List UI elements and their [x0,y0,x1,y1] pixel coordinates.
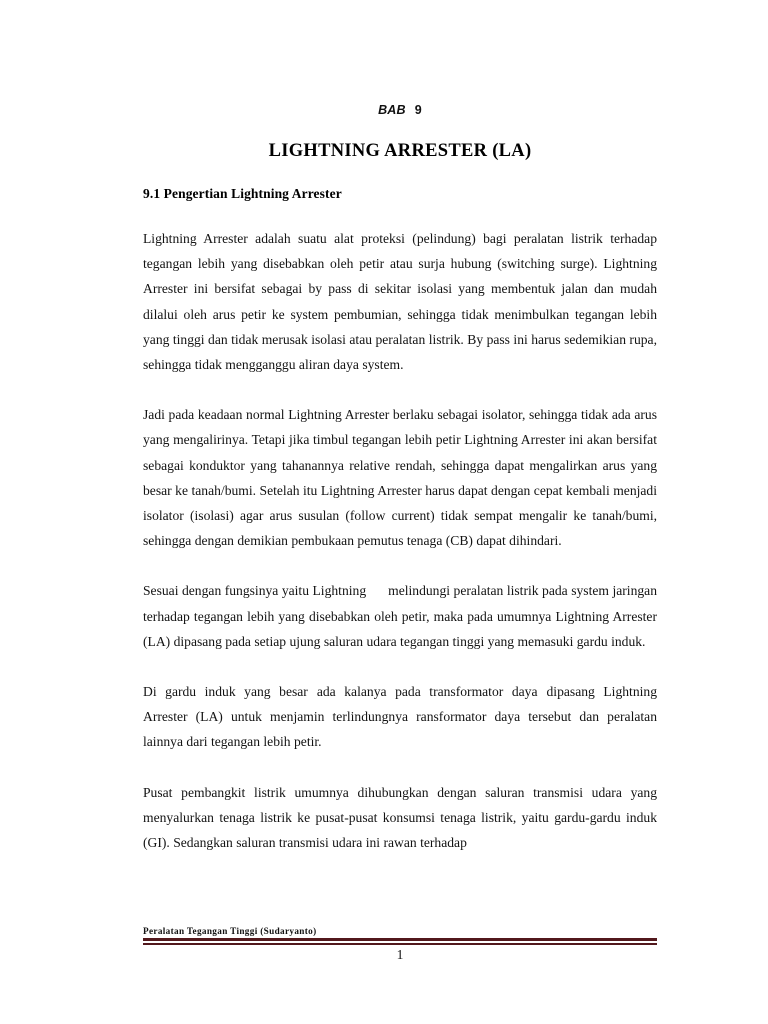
paragraph-4-part-b: ada kalanya pada transformator daya [316,684,538,700]
footer-text: Peralatan Tegangan Tinggi (Sudaryanto) [143,926,317,936]
page-footer [143,925,657,945]
footer-rule-thin [143,943,657,945]
document-content [143,0,657,855]
page-title: LIGHTNING ARRESTER (LA) [268,141,532,161]
paragraph-4 [143,679,657,755]
footer-rule [143,938,657,945]
paragraph-1: Lightning Arrester adalah suatu alat proteksi (pelindung) bagi peralatan listrik terhadap tegangan lebih yang disebabkan oleh petir atau surja hubung (switching surge). Lightning Arrester ini bersifat sebagai by pass di sekitar isolasi yang membentuk jalan dan mudah dilalui oleh arus petir ke system pembumian, sehingga tidak menimbulkan tegangan lebih yang tinggi dan tidak merusak isolasi atau peralatan listrik. By pass ini harus sedemikian rupa, sehingga tidak mengganggu aliran daya system. [143,231,657,373]
paragraph-5: Pusat pembangkit listrik umumnya dihubungkan dengan saluran transmisi udara yang menyalurkan tenaga listrik ke pusat-pusat konsumsi tenaga listrik, yaitu gardu-gardu induk (GI). Sedangkan saluran transmisi udara ini rawan terhadap [143,784,657,851]
paragraph-3-part-a: Sesuai dengan fungsinya yaitu Lightning [143,583,367,599]
paragraph-2: Jadi pada keadaan normal Lightning Arrester berlaku sebagai isolator, sehingga tidak ada arus yang mengalirinya. Tetapi jika timbul tegangan lebih petir Lightning Arrester ini akan bersifat sebagai konduktor yang tahanannya relative rendah, sehingga dapat mengalirkan arus yang besar ke tanah/bumi. Setelah itu Lightning Arrester harus dapat dengan cepat kembali menjadi isolator (isolasi) agar arus susulan (follow current) tidak sempat mengalir ke tanah/bumi, sehingga dengan demikian pembukaan pemutus tenaga (CB) dapat dihindari. [143,407,657,549]
paragraph-4-part-c: dipasang Lightning Arrester (LA) untuk menjamin terlindungnya ransformator daya tersebut dan peralatan lainnya dari tegangan lebih petir. [143,684,657,750]
paragraph-4-part-a: Di gardu induk yang besar [143,684,308,700]
paragraph-3-part-b: melindungi peralatan listrik pada system jaringan terhadap tegangan lebih yang disebabkan oleh petir, maka pada umumnya Lightning Arrester (LA) dipasang pada setiap ujung saluran udara tegangan tinggi yang memasuki gardu induk. [143,583,657,649]
chapter-label [143,0,657,117]
paragraph-3 [143,578,657,654]
chapter-label-number: 9 [414,103,422,117]
page-number: 1 [396,947,404,962]
chapter-label-word: BAB [378,103,406,117]
section-heading: 9.1 Pengertian Lightning Arrester [143,186,342,201]
body-paragraphs [143,202,657,855]
